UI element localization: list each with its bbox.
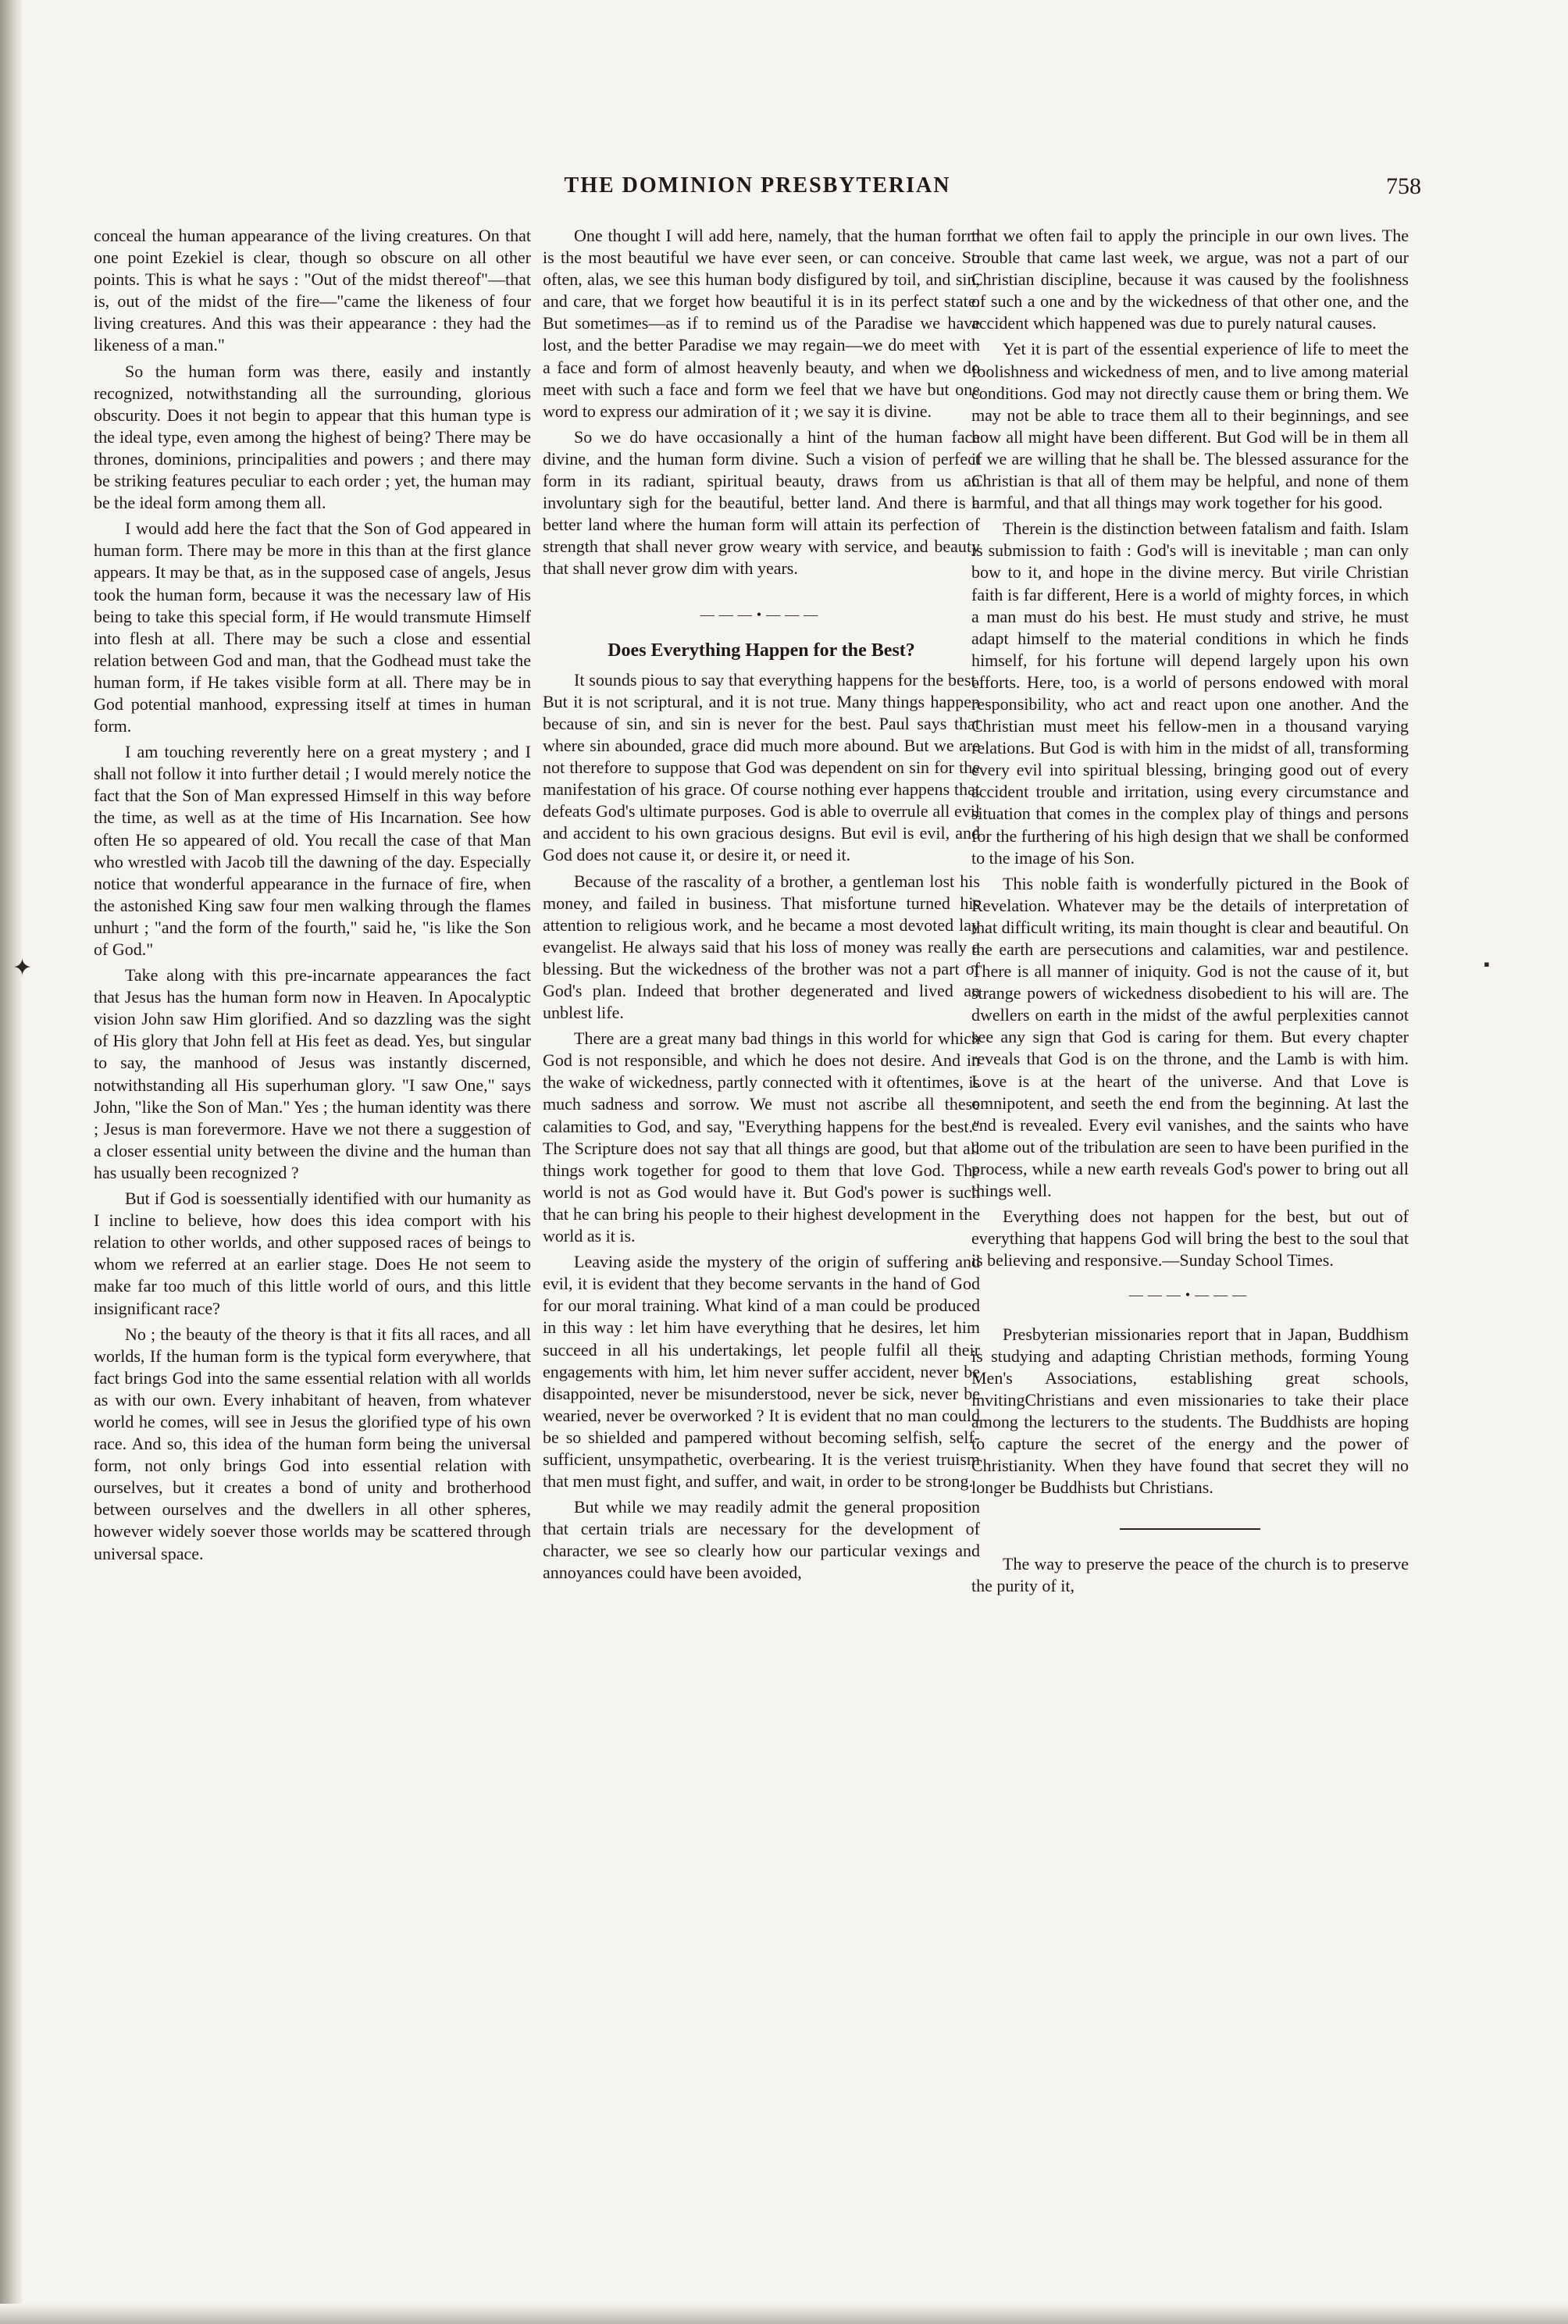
paragraph: So the human form was there, easily and instantly recognized, notwithstanding all the surrounding, glorious obscurity. Does it not begin to appear that this human type is the ideal type, even among the highest of being? There may be thrones, dominions, principalities and powers ; and there may be striking features peculiar to each order ; yet, the human may be the ideal form among them all. [94, 361, 531, 513]
margin-dot: ▪ [1484, 954, 1490, 974]
paragraph: Take along with this pre-incarnate appearances the fact that Jesus has the human form now in Heaven. In Apocalyptic vision John saw Him glorified. And so dazzling was the sight of His glory that John fell at His feet as dead. Yes, but singular to say, the manhood of Jesus was instantly discerned, notwithstanding all His superhuman glory. "I saw One," says John, "like the Son of Man." Yes ; the human identity was there ; Jesus is man forevermore. Have we not there a suggestion of a closer essential unity between the divine and the human than has usually been recognized ? [94, 965, 531, 1182]
paragraph: Therein is the distinction between fatalism and faith. Islam is submission to faith : God's will is inevitable ; man can only bow to it, and hope in the divine mercy. But virile Christian faith is far different, Here is a world of mighty forces, in which a man must do his best. He must study and strive, he must adapt himself to the material conditions in which he finds himself, for his fortune will depend largely upon his own efforts. Here, too, is a world of persons endowed with moral responsibility, who act and react upon one another. And the Christian must meet his fellow-men in a thousand varying relations. But God is with him in the midst of all, transforming every evil into spiritual blessing, bringing good out of every accident trouble and irritation, using every circumstance and situation that comes in the complex play of things and persons for the furthering of his high design that we shall be conformed to the image of his Son. [971, 519, 1409, 868]
column-1 [94, 225, 531, 1565]
paragraph: There are a great many bad things in this world for which God is not responsible, and which he does not desire. And in the wake of wickedness, partly connected with it oftentimes, is much sadness and sorrow. We must not ascribe all these calamities to God, and say, "Everything happens for the best." The Scripture does not say that all things are good, but that all things work together for good to them that love God. The world is not as God would have it. But God's power is such that he can bring his people to their highest development in the world as it is. [543, 1028, 980, 1246]
section-ornament: ———•——— [700, 606, 823, 622]
paragraph: conceal the human appearance of the living creatures. On that one point Ezekiel is clear, though so obscure on all other points. This is what he says : "Out of the midst thereof"—that is, out of the midst of the fire—"came the likeness of four living creatures. And this was their appearance : they had the likeness of a man." [94, 226, 531, 355]
article-title: Does Everything Happen for the Best? [608, 640, 915, 661]
paragraph: So we do have occasionally a hint of the human face divine, and the human form divine. Such a vision of perfect form in its radiant, spiritual beauty, draws from us an involuntary sigh for the beautiful, better land. And there is a better land where the human form will attain its perfection of strength that shall never grow weary with service, and beauty that shall never grow dim with years. [543, 426, 980, 579]
paragraph: Presbyterian missionaries report that in Japan, Buddhism is studying and adapting Christian methods, forming Young Men's Associations, establishing great schools, invitingChristians and even missionaries to take their place among the lecturers to the students. The Buddhists are hoping to capture the secret of the energy and the power of Christianity. When they have found that secret they will no longer be Buddhists but Christians. [971, 1324, 1409, 1498]
paragraph: Leaving aside the mystery of the origin of suffering and evil, it is evident that they become servants in the hand of God for our moral training. What kind of a man could be produced in this way : let him have everything that he desires, let him succeed in all his undertakings, let people fulfil all their engagements with him, let him never suffer accident, never be disappointed, never be misunderstood, never be sick, never be wearied, never be overworked ? It is evident that no man could be so shielded and pampered without becoming selfish, self-sufficient, unsympathetic, overbearing. It is the veriest truism that men must fight, and suffer, and wait, in order to be strong. [543, 1252, 980, 1492]
paragraph: One thought I will add here, namely, that the human form is the most beautiful we have ever seen, or can conceive. So often, alas, we see this human body disfigured by toil, and sin, and care, that we forget how beautiful it is in its perfect state. But sometimes—as if to remind us of the Paradise we have lost, and the better Paradise we may regain—we do meet with a face and form of almost heavenly beauty, and when we do meet with such a face and form we feel that we have but one word to express our admiration of it ; we say it is divine. [543, 226, 980, 421]
page-header [94, 173, 1421, 205]
page-edge-shadow [0, 0, 23, 2324]
paragraph: No ; the beauty of the theory is that it fits all races, and all worlds, If the human form is the typical form everywhere, that fact brings God into the same essential relation with all worlds as with our own. Every inhabitant of heaven, from whatever world he comes, will see in Jesus the glorified type of his own race. And so, this idea of the human form being the universal form, not only brings God into essential relation with ourselves, but it creates a bond of unity and brotherhood between ourselves and the dwellers in all other spheres, however widely soever those worlds may be scattered through universal space. [94, 1324, 531, 1563]
page-number: 758 [1386, 173, 1421, 199]
column-2 [543, 225, 980, 1584]
running-title: THE DOMINION PRESBYTERIAN [564, 173, 951, 198]
paragraph: The way to preserve the peace of the church is to preserve the purity of it, [971, 1554, 1409, 1596]
paragraph: I am touching reverently here on a great mystery ; and I shall not follow it into further detail ; I would merely notice the fact that the Son of Man expressed Himself in this way before the time, as well as at the time of His Incarnation. See how often He so appeared of old. You recall the case of that Man who wrestled with Jacob till the dawning of the day. Especially notice that wonderful appearance in the furnace of fire, when the astonished King saw four men walking through the flames unhurt ; "and the form of the fourth," said he, "is like the Son of God." [94, 742, 531, 959]
paragraph: It sounds pious to say that everything happens for the best. But it is not scriptural, and it is not true. Many things happen because of sin, and sin is never for the best. Paul says that where sin abounded, grace did much more abound. But we are not therefore to suppose that God was dependent on sin for the manifestation of his grace. Of course nothing ever happens that defeats God's ultimate purposes. God is able to overrule all evil and accident to his own gracious designs. But evil is evil, and God does not cause it, or desire it, or need it. [543, 669, 980, 865]
paragraph: that we often fail to apply the principle in our own lives. The trouble that came last week, we argue, was not a part of our Christian discipline, because it was caused by the foolishness of such a one and by the wickedness of that other one, and the accident which happened was due to purely natural causes. [971, 226, 1409, 333]
section-divider [1120, 1528, 1260, 1530]
paragraph: Everything does not happen for the best, but out of everything that happens God will bring the best to the soul that is believing and responsive.—Sunday School Times. [971, 1207, 1409, 1271]
paragraph: This noble faith is wonderfully pictured in the Book of Revelation. Whatever may be the details of interpretation of that difficult writing, its main thought is clear and beautiful. On the earth are persecutions and calamities, war and pestilence. There is all manner of iniquity. God is not the cause of it, but strange powers of wickedness disobedient to his will are. The dwellers on earth in the midst of the awful perplexities cannot see any sign that God is caring for them. But every chapter reveals that God is on the throne, and the Lamb is with him. Love is at the heart of the universe. And that Love is omnipotent, and seeth the end from the beginning. At last the end is revealed. Every evil vanishes, and the saints who have come out of the tribulation are seen to have been purified in the process, while a new earth reveals God's power to bring out all things well. [971, 873, 1409, 1201]
page-bottom-shadow [0, 2304, 1568, 2324]
paragraph: Because of the rascality of a brother, a gentleman lost his money, and failed in business. That misfortune turned his attention to religious work, and he became a most devoted lay evangelist. He always said that his loss of money was really a blessing. But the wickedness of the brother was not a part of God's plan. Indeed that brother degenerated and lived an unblest life. [543, 871, 980, 1023]
binding-mark: ✦ [12, 955, 33, 981]
paragraph: But if God is soessentially identified with our humanity as I incline to believe, how does this idea comport with his relation to other worlds, and other supposed races of beings to whom we referred at an earlier stage. Does He not seem to make far too much of this little world of ours, and this little insignificant race? [94, 1189, 531, 1318]
paragraph: But while we may readily admit the general proposition that certain trials are necessary for the development of character, we see so clearly how our particular vexings and annoyances could have been avoided, [543, 1497, 980, 1583]
paragraph: I would add here the fact that the Son of God appeared in human form. There may be more in this than at the first glance appears. It may be that, as in the supposed case of angels, Jesus took the human form, because it was the necessary law of His being to take this special form, if He would transmute Himself into flesh at all. There may be such a close and essential relation between God and man, that the Godhead must take the human form, if He takes visible form at all. There may be in God potential manhood, expressing itself at times in human form. [94, 519, 531, 736]
column-3 [971, 225, 1409, 1597]
section-ornament: ———•——— [1128, 1287, 1252, 1303]
paragraph: Yet it is part of the essential experience of life to meet the foolishness and wickedness of men, and to live among material conditions. God may not directly cause them or bring them. We may not be able to trace them all to their beginnings, and see how all might have been different. But God will be in them all if we are willing that he shall be. The blessed assurance for the Christian is that all of them may be helpful, and none of them harmful, and that all things may work together for his good. [971, 339, 1409, 513]
